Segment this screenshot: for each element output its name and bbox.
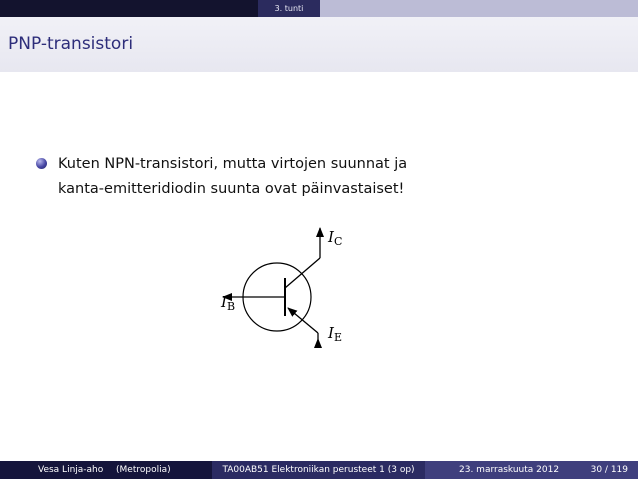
footer-bar [0,461,638,479]
nav-section-current[interactable]: 3. tunti [258,0,320,17]
bullet-text [58,152,488,202]
collector-current-label: $I_C$ [328,228,343,248]
emitter-current-label: $I_E$ [328,324,342,344]
slide-title: PNP-transistori [8,34,134,54]
base-current-label: $I_B$ [221,293,236,313]
nav-segment-left [0,0,258,17]
footer-author: Vesa Linja-aho [38,465,104,475]
bullet-line-1: Kuten NPN-transistori, mutta virtojen suunnat ja [58,156,408,172]
footer-page-number: 30 / 119 [590,465,628,475]
collector-lead [285,258,320,288]
bullet-line-2: kanta-emitteridiodin suunta ovat päinvastaiset! [58,181,405,197]
emitter-arrow [288,308,318,333]
nav-segment-right [320,0,638,17]
footer-author-section [0,461,212,479]
footer-date-section [425,461,638,479]
footer-date: 23. marraskuuta 2012 [459,465,560,475]
top-navigation-bar [0,0,638,17]
bullet-icon [36,158,47,169]
footer-course: TA00AB51 Elektroniikan perusteet 1 (3 op) [212,461,425,479]
emitter-current-arrow [314,338,322,348]
footer-institution: (Metropolia) [116,465,171,475]
pnp-transistor-diagram [210,222,370,352]
